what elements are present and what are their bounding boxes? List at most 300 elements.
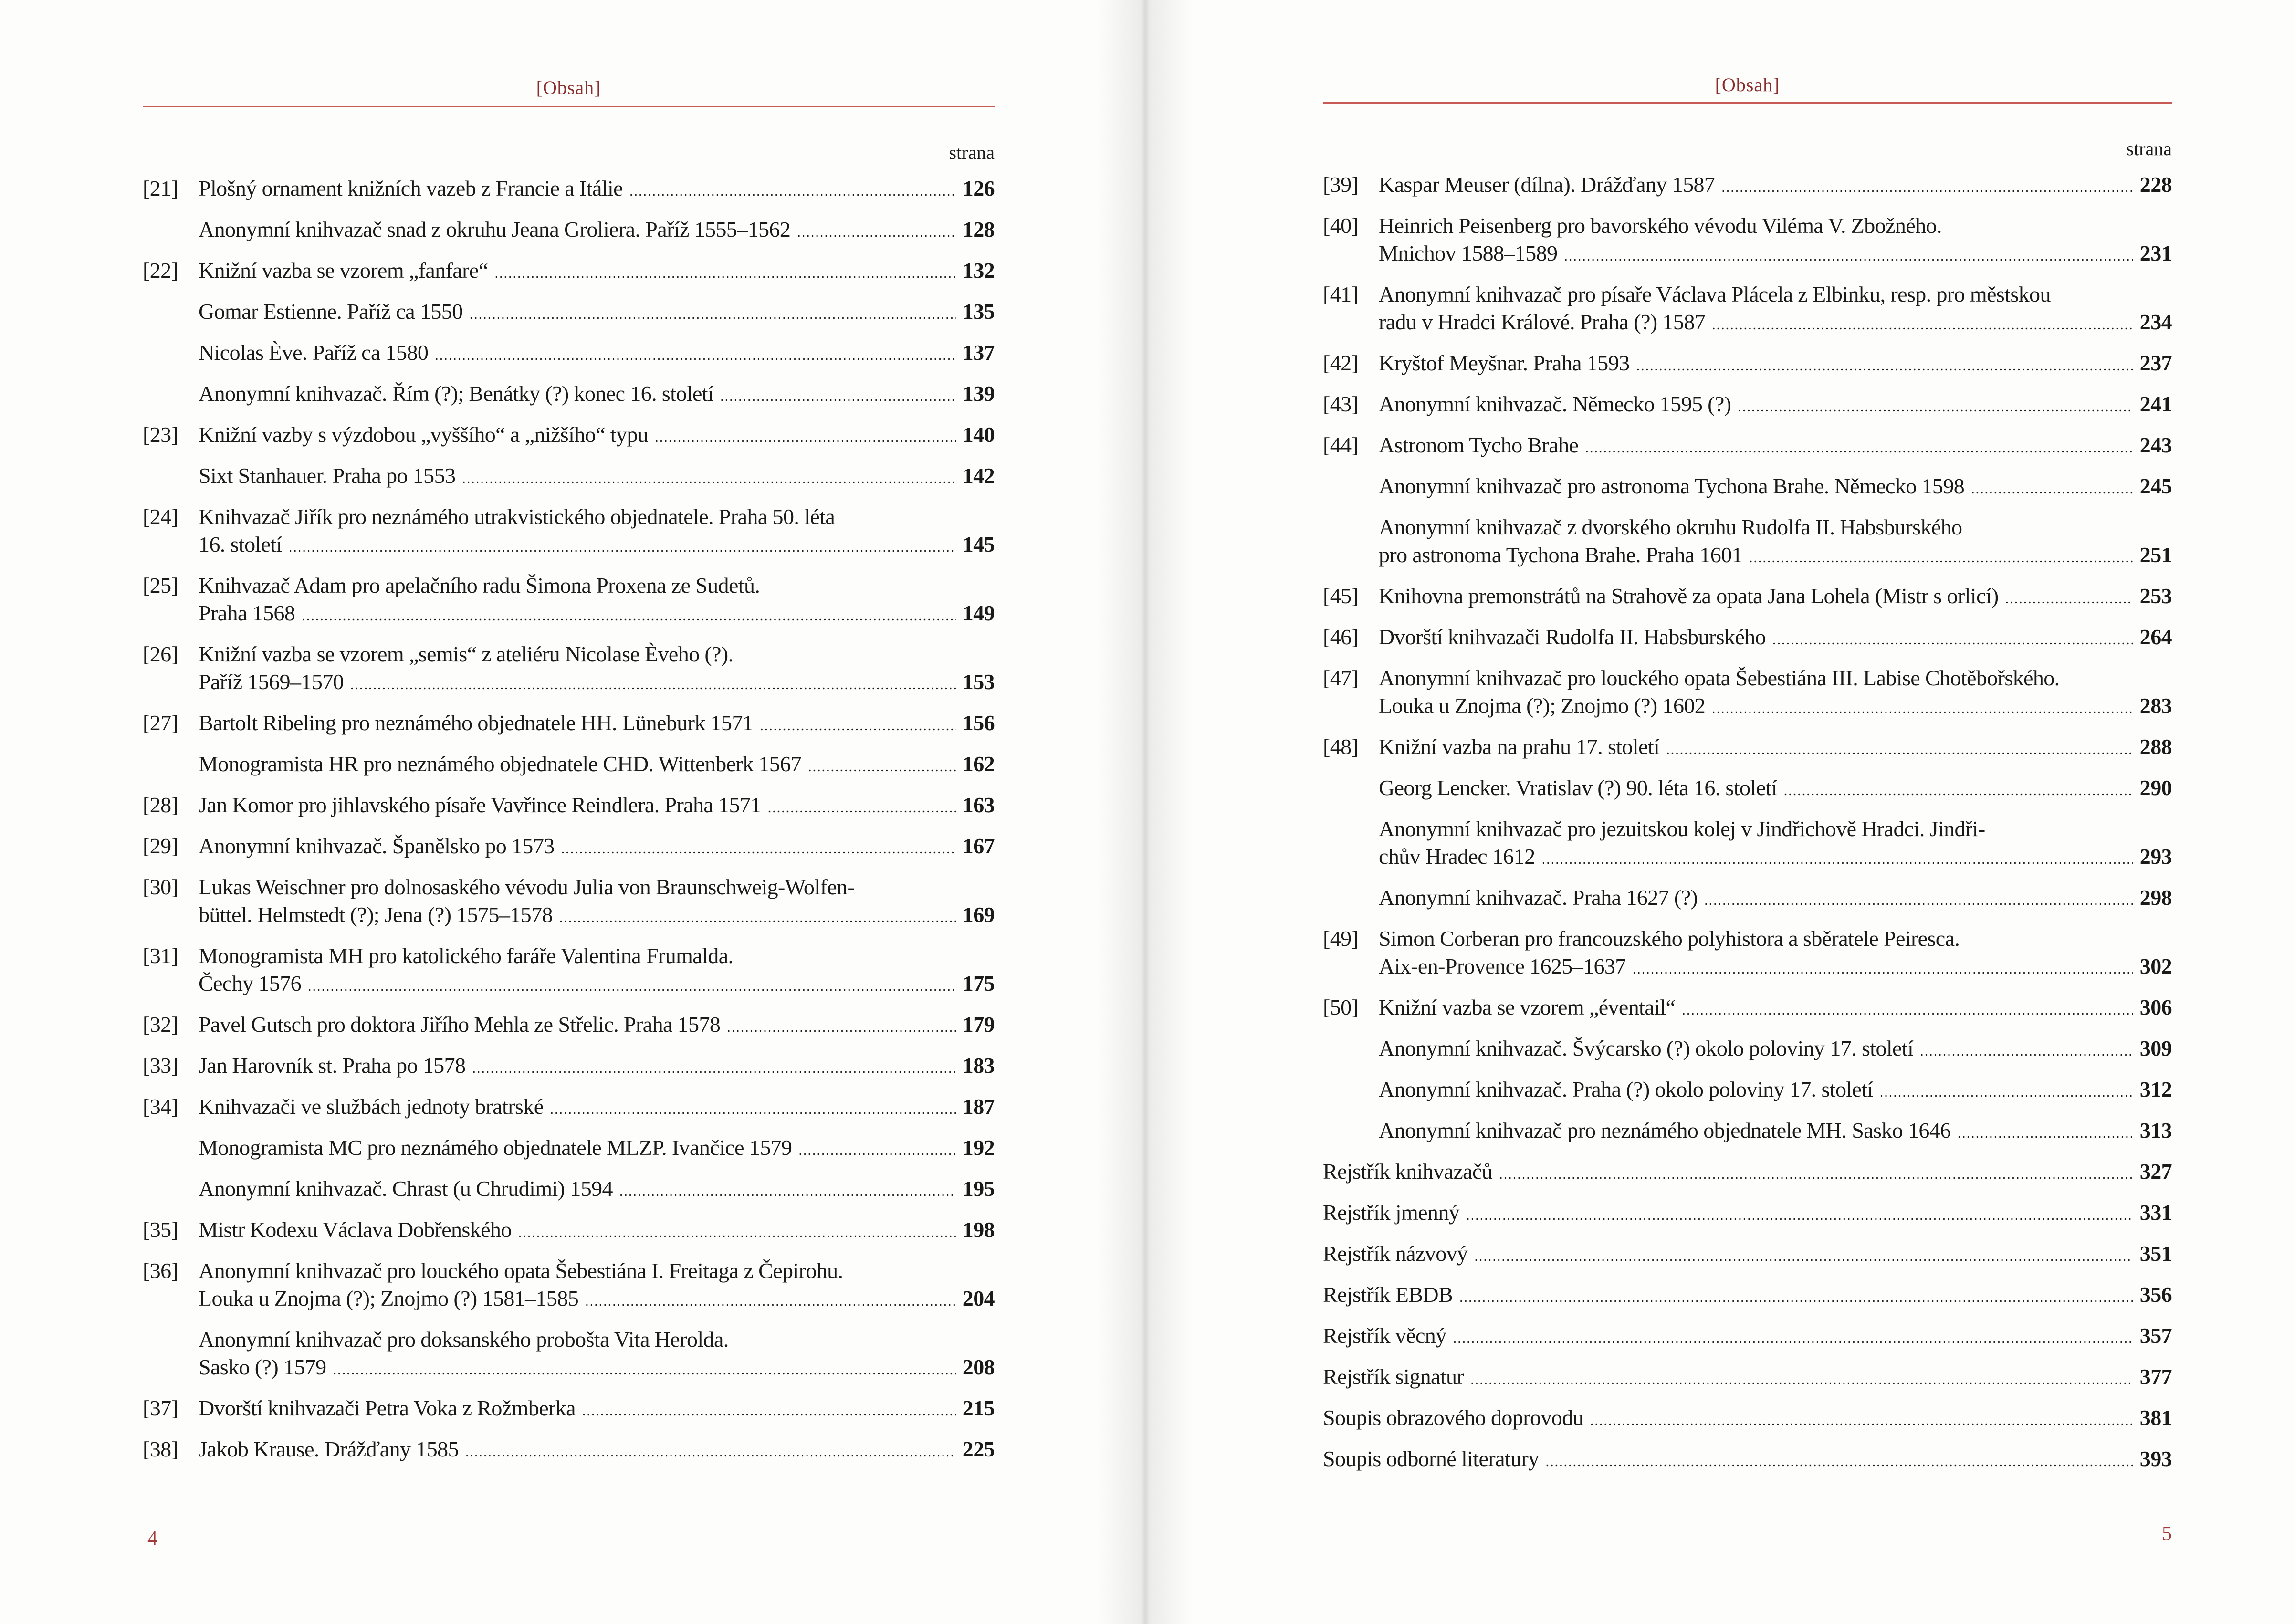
entry-page-number: 309 <box>2139 1036 2172 1060</box>
entry-title-line: Rejstřík jmenný <box>1323 1200 1460 1225</box>
toc-entry <box>143 750 995 778</box>
entry-number: [23] <box>143 422 178 447</box>
dot-leader <box>1590 1410 2133 1432</box>
entry-number <box>1323 472 1379 500</box>
entry-number <box>1323 774 1379 802</box>
entry-last-line <box>199 791 995 819</box>
entry-page-number: 204 <box>962 1286 995 1310</box>
entry-page-number: 251 <box>2139 543 2172 567</box>
header-rule <box>143 106 995 107</box>
entry-number: [39] <box>1323 172 1359 197</box>
entry-title-line: Bartolt Ribeling pro neznámého objednatele HH. Lüneburk 1571 <box>199 711 754 735</box>
entry-last-line <box>1379 541 2172 569</box>
toc-entry <box>143 1326 995 1381</box>
toc-entry <box>1323 171 2172 199</box>
entry-title-line: Paříž 1569–1570 <box>199 670 344 694</box>
toc-entry <box>1323 1240 2172 1268</box>
dot-leader <box>1920 1040 2133 1062</box>
toc-entry <box>143 216 995 243</box>
entry-page-number: 167 <box>962 834 995 858</box>
entry-title-line: Jan Harovník st. Praha po 1578 <box>199 1053 466 1078</box>
header-rule <box>1323 102 2172 104</box>
entry-number: [42] <box>1323 351 1359 375</box>
entry-body <box>199 832 995 860</box>
dot-leader <box>1784 780 2133 802</box>
entry-page-number: 237 <box>2139 351 2172 375</box>
entry-body <box>1379 925 2172 980</box>
entry-page-number: 175 <box>962 971 995 995</box>
entry-page-number: 264 <box>2139 625 2172 649</box>
entry-body <box>1323 1281 2172 1309</box>
toc-entry <box>143 572 995 627</box>
entry-title-line: Anonymní knihvazač. Chrast (u Chrudimi) 1594 <box>199 1176 613 1201</box>
entry-page-number: 327 <box>2139 1159 2172 1184</box>
entry-last-line <box>199 257 995 284</box>
entry-number: [43] <box>1323 392 1359 416</box>
entry-last-line <box>1379 953 2172 980</box>
running-header: [Obsah] <box>536 77 601 98</box>
entry-body <box>199 1326 995 1381</box>
dot-leader <box>289 536 956 558</box>
toc-entry <box>1323 212 2172 267</box>
entry-number <box>1323 1076 1379 1103</box>
dot-leader <box>760 715 956 737</box>
table-of-contents <box>143 175 995 1477</box>
entry-title-line: Louka u Znojma (?); Znojmo (?) 1602 <box>1379 693 1706 718</box>
entry-body <box>199 257 995 284</box>
entry-page-number: 183 <box>962 1053 995 1078</box>
toc-entry <box>1323 1035 2172 1062</box>
toc-entry <box>143 942 995 997</box>
entry-number: [30] <box>143 875 178 899</box>
entry-last-line <box>199 1285 995 1312</box>
entry-last-line <box>1379 843 2172 870</box>
entry-page-number: 298 <box>2139 885 2172 910</box>
entry-number: [27] <box>143 711 178 735</box>
entry-body <box>1379 994 2172 1021</box>
entry-title-line: Rejstřík signatur <box>1323 1364 1464 1389</box>
toc-entry <box>1323 733 2172 761</box>
dot-leader <box>1542 849 2133 870</box>
entry-number <box>143 380 199 408</box>
entry-last-line <box>1379 994 2172 1021</box>
entry-page-number: 225 <box>962 1437 995 1461</box>
entry-body <box>199 791 995 819</box>
dot-leader <box>629 180 956 202</box>
entry-body <box>1379 431 2172 459</box>
dot-leader <box>2005 588 2133 610</box>
dot-leader <box>495 262 956 284</box>
entry-title-line: Anonymní knihvazač. Německo 1595 (?) <box>1379 392 1731 416</box>
dot-leader <box>350 674 956 696</box>
entry-body <box>1379 390 2172 418</box>
entry-number: [24] <box>143 504 178 529</box>
entry-body <box>1323 1363 2172 1391</box>
entry-body <box>199 1257 995 1312</box>
entry-number: [35] <box>143 1217 178 1242</box>
toc-entry <box>143 380 995 408</box>
entry-last-line <box>199 709 995 737</box>
entry-title-line: Anonymní knihvazač pro jezuitskou kolej v Jindřichově Hradci. Jindři- <box>1379 817 1985 841</box>
page-column-label: strana <box>2126 138 2172 159</box>
dot-leader <box>472 1058 955 1079</box>
dot-leader <box>1712 698 2133 720</box>
dot-leader <box>1721 177 2133 199</box>
toc-entry <box>143 462 995 490</box>
entry-title-line: Dvorští knihvazači Rudolfa II. Habsburského <box>1379 625 1766 649</box>
entry-page-number: 313 <box>2139 1118 2172 1142</box>
toc-entry <box>1323 623 2172 651</box>
left-page <box>143 0 995 1624</box>
toc-entry <box>143 339 995 367</box>
entry-last-line <box>199 298 995 325</box>
entry-number <box>143 339 199 367</box>
entry-page-number: 231 <box>2139 241 2172 265</box>
entry-body <box>1379 582 2172 610</box>
entry-last-line <box>199 599 995 627</box>
entry-last-line <box>199 380 995 408</box>
dot-leader <box>797 221 955 243</box>
entry-title-line: Monogramista HR pro neznámého objednatele CHD. Wittenberk 1567 <box>199 752 802 776</box>
toc-entry <box>143 1175 995 1203</box>
entry-title-line: Čechy 1576 <box>199 971 302 995</box>
dot-leader <box>808 756 956 778</box>
entry-body <box>199 1435 995 1463</box>
entry-number: [46] <box>1323 625 1359 649</box>
entry-page-number: 135 <box>962 299 995 324</box>
entry-body <box>199 175 995 202</box>
dot-leader <box>1459 1287 2133 1309</box>
dot-leader <box>1564 245 2133 267</box>
entry-title-line: Pavel Gutsch pro doktora Jiřího Mehla ze Střelic. Praha 1578 <box>199 1012 721 1037</box>
entry-last-line <box>1379 884 2172 912</box>
entry-title-line: Sasko (?) 1579 <box>199 1355 326 1379</box>
entry-number: [47] <box>1323 666 1359 690</box>
entry-title-line: Jan Komor pro jihlavského písaře Vavřince Reindlera. Praha 1571 <box>199 793 761 817</box>
dot-leader <box>655 427 956 449</box>
entry-title-line: Anonymní knihvazač. Švýcarsko (?) okolo poloviny 17. století <box>1379 1036 1914 1060</box>
entry-title-line: Aix-en-Provence 1625–1637 <box>1379 954 1626 978</box>
entry-last-line <box>1323 1199 2172 1226</box>
entry-title-line: Plošný ornament knižních vazeb z Francie a Itálie <box>199 176 623 200</box>
entry-last-line <box>1379 774 2172 802</box>
toc-entry <box>1323 1363 2172 1391</box>
toc-entry <box>143 1394 995 1422</box>
entry-body <box>1379 513 2172 569</box>
entry-number <box>143 750 199 778</box>
entry-page-number: 192 <box>962 1135 995 1160</box>
entry-number <box>1323 815 1379 870</box>
entry-number: [32] <box>143 1012 178 1037</box>
entry-title-line: Nicolas Ève. Paříž ca 1580 <box>199 340 429 365</box>
entry-body <box>199 421 995 449</box>
dot-leader <box>1499 1163 2133 1185</box>
toc-entry <box>143 1011 995 1038</box>
entry-page-number: 356 <box>2139 1282 2172 1307</box>
toc-entry <box>1323 925 2172 980</box>
entry-last-line <box>1379 1076 2172 1103</box>
entry-body <box>199 1134 995 1162</box>
entry-title-line: Anonymní knihvazač pro neznámého objednatele MH. Sasko 1646 <box>1379 1118 1951 1142</box>
entry-body <box>199 1052 995 1079</box>
dot-leader <box>1704 890 2133 912</box>
entry-last-line <box>1379 692 2172 720</box>
entry-title-line: Anonymní knihvazač z dvorského okruhu Rudolfa II. Habsburského <box>1379 515 1962 539</box>
dot-leader <box>720 386 956 408</box>
dot-leader <box>465 1441 956 1463</box>
entry-number <box>143 1175 199 1203</box>
page-number: 4 <box>147 1528 157 1550</box>
entry-page-number: 245 <box>2139 474 2172 498</box>
entry-number: [36] <box>143 1258 178 1283</box>
dot-leader <box>1453 1328 2133 1350</box>
entry-body <box>1379 1076 2172 1103</box>
entry-title-line: Knižní vazby s výzdobou „vyššího“ a „nižšího“ typu <box>199 422 649 447</box>
entry-page-number: 351 <box>2139 1241 2172 1266</box>
entry-number: [50] <box>1323 995 1359 1019</box>
entry-page-number: 283 <box>2139 693 2172 718</box>
dot-leader <box>1470 1369 2133 1391</box>
entry-page-number: 126 <box>962 176 995 200</box>
entry-page-number: 331 <box>2139 1200 2172 1225</box>
entry-page-number: 140 <box>962 422 995 447</box>
dot-leader <box>727 1016 956 1038</box>
toc-entry <box>1323 1281 2172 1309</box>
entry-number: [49] <box>1323 926 1359 951</box>
toc-entry <box>143 1052 995 1079</box>
entry-last-line <box>199 832 995 860</box>
entry-title-line: Lukas Weischner pro dolnosaského vévodu Julia von Braunschweig-Wolfen- <box>199 875 855 899</box>
entry-page-number: 153 <box>962 670 995 694</box>
toc-entry <box>1323 582 2172 610</box>
dot-leader <box>619 1181 956 1203</box>
entry-number <box>143 298 199 325</box>
entry-title-line: Knižní vazba se vzorem „fanfare“ <box>199 258 488 283</box>
toc-entry <box>1323 1404 2172 1432</box>
toc-entry <box>1323 513 2172 569</box>
entry-title-line: Knihvazač Adam pro apelačního radu Šimona Proxena ze Sudetů. <box>199 573 760 597</box>
entry-page-number: 132 <box>962 258 995 283</box>
entry-number: [48] <box>1323 734 1359 759</box>
entry-body <box>1323 1404 2172 1432</box>
entry-title-line: Anonymní knihvazač pro doksanského probošta Vita Herolda. <box>199 1327 729 1352</box>
entry-body <box>1323 1322 2172 1350</box>
toc-entry <box>1323 1076 2172 1103</box>
entry-number: [38] <box>143 1437 178 1461</box>
entry-page-number: 357 <box>2139 1323 2172 1348</box>
entry-body <box>1323 1240 2172 1268</box>
dot-leader <box>1666 739 2133 761</box>
dot-leader <box>1958 1122 2133 1144</box>
entry-title-line: Heinrich Peisenberg pro bavorského vévodu Viléma V. Zbožného. <box>1379 213 1942 238</box>
toc-entry <box>1323 774 2172 802</box>
dot-leader <box>1546 1451 2133 1473</box>
entry-last-line <box>199 1353 995 1381</box>
entry-body <box>199 298 995 325</box>
entry-page-number: 163 <box>962 793 995 817</box>
entry-title-line: Anonymní knihvazač. Španělsko po 1573 <box>199 834 555 858</box>
entry-page-number: 253 <box>2139 584 2172 608</box>
entry-title-line: chův Hradec 1612 <box>1379 844 1535 869</box>
entry-body <box>199 572 995 627</box>
entry-body <box>1379 774 2172 802</box>
entry-page-number: 169 <box>962 902 995 927</box>
entry-body <box>1379 664 2172 720</box>
dot-leader <box>1712 314 2133 336</box>
entry-body <box>1379 281 2172 336</box>
entry-body <box>199 503 995 558</box>
entry-last-line <box>199 216 995 243</box>
entry-last-line <box>1323 1363 2172 1391</box>
toc-entry <box>1323 884 2172 912</box>
entry-body <box>1379 733 2172 761</box>
entry-body <box>199 1216 995 1244</box>
toc-entry <box>143 791 995 819</box>
entry-page-number: 128 <box>962 217 995 241</box>
entry-page-number: 198 <box>962 1217 995 1242</box>
entry-body <box>1379 349 2172 377</box>
entry-title-line: Knižní vazba se vzorem „éventail“ <box>1379 995 1676 1019</box>
toc-entry <box>1323 431 2172 459</box>
dot-leader <box>1585 437 2133 459</box>
toc-entry <box>1323 664 2172 720</box>
entry-last-line <box>1379 1035 2172 1062</box>
entry-page-number: 187 <box>962 1094 995 1119</box>
entry-title-line: Mistr Kodexu Václava Dobřenského <box>199 1217 512 1242</box>
dot-leader <box>1466 1205 2133 1226</box>
entry-number <box>1323 1117 1379 1144</box>
entry-title-line: Dvorští knihvazači Petra Voka z Rožmberka <box>199 1396 576 1420</box>
entry-body <box>1379 815 2172 870</box>
dot-leader <box>585 1290 956 1312</box>
toc-entry <box>143 1134 995 1162</box>
entry-page-number: 293 <box>2139 844 2172 869</box>
entry-number <box>143 1134 199 1162</box>
entry-page-number: 149 <box>962 601 995 625</box>
entry-last-line <box>199 1435 995 1463</box>
entry-last-line <box>1323 1404 2172 1432</box>
entry-last-line <box>199 339 995 367</box>
dot-leader <box>1633 958 2133 980</box>
entry-page-number: 139 <box>962 381 995 406</box>
dot-leader <box>798 1140 955 1162</box>
entry-number: [45] <box>1323 584 1359 608</box>
entry-number: [40] <box>1323 213 1359 238</box>
entry-last-line <box>1379 582 2172 610</box>
dot-leader <box>1682 999 2133 1021</box>
dot-leader <box>1636 355 2133 377</box>
entry-body <box>199 750 995 778</box>
dot-leader <box>1971 478 2133 500</box>
entry-title-line: Soupis odborné literatury <box>1323 1446 1539 1471</box>
entry-page-number: 302 <box>2139 954 2172 978</box>
entry-last-line <box>1323 1445 2172 1473</box>
entry-number: [37] <box>143 1396 178 1420</box>
entry-title-line: Knižní vazba na prahu 17. století <box>1379 734 1660 759</box>
dot-leader <box>435 345 956 367</box>
entry-last-line <box>199 1134 995 1162</box>
toc-entry <box>143 1093 995 1121</box>
entry-page-number: 234 <box>2139 310 2172 334</box>
entry-number <box>1323 1035 1379 1062</box>
entry-page-number: 228 <box>2139 172 2172 197</box>
entry-last-line <box>1379 431 2172 459</box>
entry-body <box>199 216 995 243</box>
entry-last-line <box>199 750 995 778</box>
entry-last-line <box>1323 1281 2172 1309</box>
toc-entry <box>1323 390 2172 418</box>
entry-number <box>143 216 199 243</box>
entry-page-number: 243 <box>2139 433 2172 457</box>
entry-last-line <box>199 1175 995 1203</box>
entry-last-line <box>1323 1158 2172 1185</box>
entry-body <box>1379 884 2172 912</box>
entry-body <box>199 1093 995 1121</box>
entry-number: [22] <box>143 258 178 283</box>
entry-title-line: Astronom Tycho Brahe <box>1379 433 1579 457</box>
entry-page-number: 215 <box>962 1396 995 1420</box>
book-gutter <box>1098 0 1193 1624</box>
entry-body <box>1379 1117 2172 1144</box>
entry-number: [44] <box>1323 433 1359 457</box>
entry-title-line: pro astronoma Tychona Brahe. Praha 1601 <box>1379 543 1742 567</box>
entry-number: [33] <box>143 1053 178 1078</box>
entry-number: [26] <box>143 642 178 666</box>
entry-page-number: 306 <box>2139 995 2172 1019</box>
entry-last-line <box>199 175 995 202</box>
toc-entry <box>1323 1158 2172 1185</box>
entry-title-line: Anonymní knihvazač pro louckého opata Šebestiána III. Labise Chotěbořského. <box>1379 666 2060 690</box>
toc-entry <box>143 175 995 202</box>
entry-page-number: 377 <box>2139 1364 2172 1389</box>
entry-number <box>143 462 199 490</box>
entry-title-line: büttel. Helmstedt (?); Jena (?) 1575–1578 <box>199 902 553 927</box>
entry-last-line <box>1323 1240 2172 1268</box>
entry-title-line: Rejstřík EBDB <box>1323 1282 1453 1307</box>
entry-title-line: Louka u Znojma (?); Znojmo (?) 1581–1585 <box>199 1286 579 1310</box>
entry-title-line: Jakob Krause. Drážďany 1585 <box>199 1437 459 1461</box>
toc-entry <box>1323 815 2172 870</box>
entry-body <box>1323 1199 2172 1226</box>
entry-number <box>1323 884 1379 912</box>
entry-page-number: 290 <box>2139 775 2172 800</box>
entry-title-line: Anonymní knihvazač pro astronoma Tychona Brahe. Německo 1598 <box>1379 474 1965 498</box>
entry-title-line: Knihovna premonstrátů na Strahově za opata Jana Lohela (Mistr s orlicí) <box>1379 584 1999 608</box>
dot-leader <box>561 838 956 860</box>
entry-title-line: radu v Hradci Králové. Praha (?) 1587 <box>1379 310 1706 334</box>
toc-entry <box>143 257 995 284</box>
dot-leader <box>333 1359 956 1381</box>
dot-leader <box>302 605 956 627</box>
entry-last-line <box>1379 308 2172 336</box>
entry-page-number: 288 <box>2139 734 2172 759</box>
toc-entry <box>143 873 995 929</box>
entry-title-line: Anonymní knihvazač. Praha (?) okolo poloviny 17. století <box>1379 1077 1873 1101</box>
entry-title-line: Knihvazač Jiřík pro neznámého utrakvistického objednatele. Praha 50. léta <box>199 504 835 529</box>
entry-title-line: Knižní vazba se vzorem „semis“ z ateliéru Nicolase Èveho (?). <box>199 642 734 666</box>
entry-page-number: 156 <box>962 711 995 735</box>
entry-body <box>199 462 995 490</box>
dot-leader <box>462 468 955 490</box>
toc-entry <box>143 640 995 696</box>
entry-body <box>1323 1158 2172 1185</box>
toc-entry <box>1323 281 2172 336</box>
entry-title-line: Knihvazači ve službách jednoty bratrské <box>199 1094 544 1119</box>
entry-title-line: 16. století <box>199 532 282 556</box>
entry-body <box>199 1011 995 1038</box>
toc-entry <box>143 1257 995 1312</box>
entry-page-number: 195 <box>962 1176 995 1201</box>
